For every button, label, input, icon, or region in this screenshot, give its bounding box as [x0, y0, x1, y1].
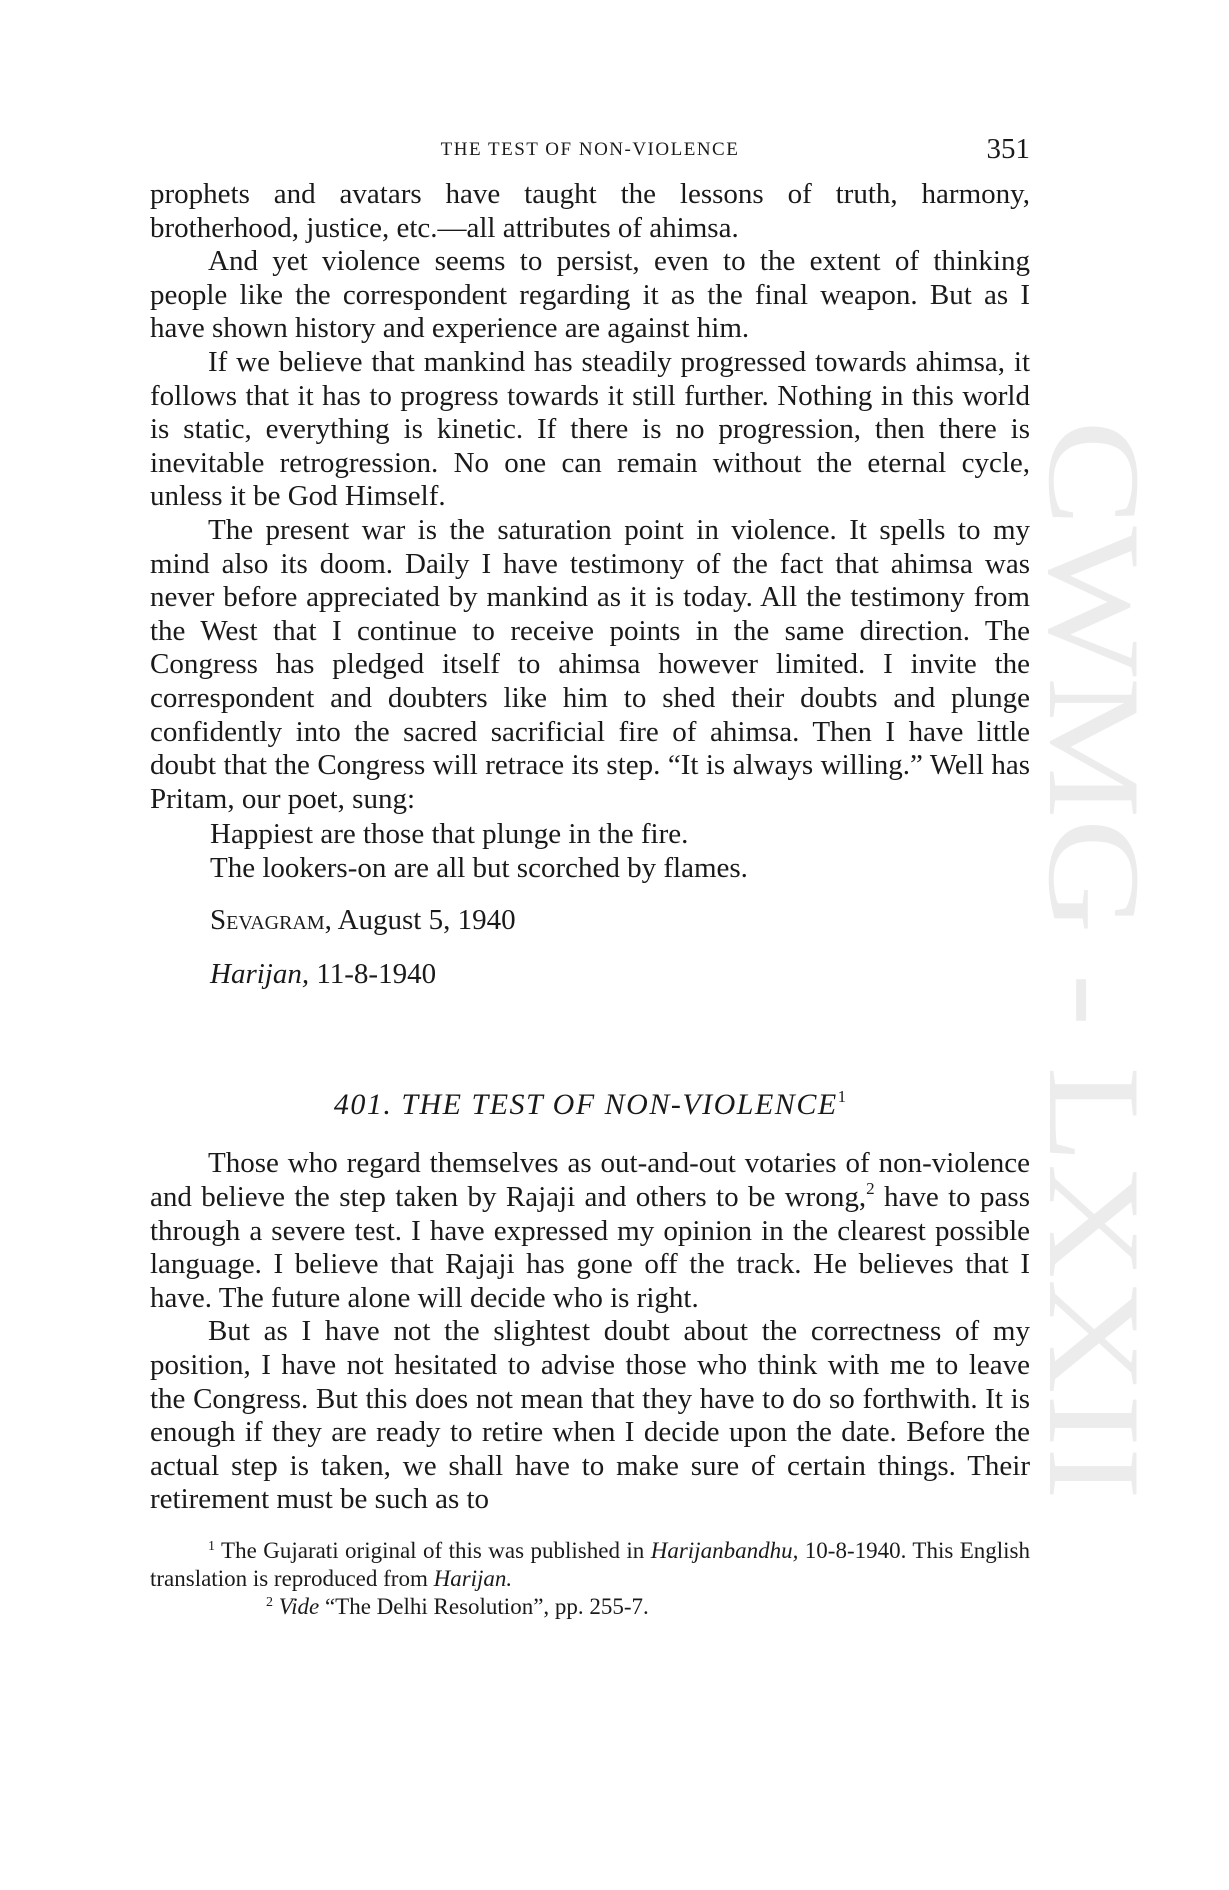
footnote-text: “The Delhi Resolution”, pp. 255-7.	[324, 1594, 649, 1619]
place-date	[210, 903, 1030, 937]
paragraph: If we believe that mankind has steadily progressed towards ahimsa, it follows that it has to progress towards it still further. Nothing in this world is static, everything is kinetic. If there is no progression, then there is inevitable retrogression. No one can remain without the eternal cycle, unless it be God Himself.	[150, 345, 1030, 513]
footnote-date: 10-8-1940.	[804, 1538, 907, 1563]
running-head	[150, 133, 1030, 167]
paragraph: But as I have not the slightest doubt about the correctness of my position, I have not hesitated to advise those who think with me to leave the Congress. But this does not mean that they have to do so forthwith. It is enough if they are ready to retire when I decide upon the date. Before the actual step is taken, we shall have to make sure of certain things. Their retirement must be such as to	[150, 1315, 1030, 1516]
footnote-mark: 1	[208, 1539, 215, 1554]
section-body	[150, 1147, 1030, 1517]
watermark	[1020, 420, 1168, 1520]
source-date: 11-8-1940	[316, 958, 437, 991]
section-number: 401.	[333, 1088, 393, 1122]
footnote-text: This English translation is reproduced from	[150, 1538, 1031, 1591]
footnote-2	[150, 1593, 1030, 1621]
footnote-mark: 2	[266, 1595, 273, 1610]
paragraph-continued: prophets and avatars have taught the lessons of truth, harmony, brotherhood, justice, etc.—all attributes of ahimsa.	[150, 178, 1030, 244]
paragraph: And yet violence seems to persist, even to the extent of thinking people like the correspondent regarding it as the final weapon. But as I have shown history and experience are against him.	[150, 245, 1030, 345]
source-title: Harijan,	[210, 958, 310, 991]
footnote-publication: Harijanbandhu,	[650, 1538, 799, 1563]
section-heading	[150, 1077, 1030, 1125]
footnote-1	[150, 1537, 1030, 1593]
date: August 5, 1940	[337, 904, 516, 937]
watermark-text: CWMG - LXXII	[1021, 420, 1168, 1315]
footnotes	[150, 1537, 1030, 1621]
section-title: THE TEST OF NON-VIOLENCE	[401, 1088, 838, 1122]
footnote-ref: 1	[837, 1087, 847, 1107]
place: Sevagram,	[210, 904, 332, 937]
watermark-graphic	[1020, 420, 1168, 1520]
source-citation	[210, 957, 1030, 991]
footnote-ref: 2	[866, 1179, 875, 1199]
footnote-text: The Gujarati original of this was published in	[221, 1538, 645, 1563]
running-title: THE TEST OF NON-VIOLENCE	[440, 139, 740, 160]
page-body	[150, 178, 1030, 1517]
verse-line: The lookers-on are all but scorched by flames.	[210, 851, 748, 884]
paragraph-text: have to pass through a severe test. I have expressed my opinion in the clearest possible language. I believe that Rajaji has gone off the track. He believes that I have. The future alone will decide who is right.	[150, 1181, 1030, 1314]
verse-quote	[210, 818, 1030, 885]
page-number: 351	[986, 133, 1030, 165]
paragraph: The present war is the saturation point in violence. It spells to my mind also its doom. Daily I have testimony of the fact that ahimsa was never before appreciated by mankind as it is today. All the testimony from the West that I continue to receive points in the same direction. The Congress has pledged itself to ahimsa however limited. I invite the correspondent and doubters like him to shed their doubts and plunge confidently into the sacred sacrificial fire of ahimsa. Then I have little doubt that the Congress will retrace its step. “It is always willing.” Well has Pritam, our poet, sung:	[150, 513, 1030, 815]
paragraph-text: Those who regard themselves as out-and-out votaries of non-violence and believe the step taken by Rajaji and others to be wrong,	[150, 1147, 1030, 1214]
footnote-vide: Vide	[278, 1594, 320, 1619]
paragraph	[150, 1147, 1030, 1315]
footnote-publication: Harijan.	[433, 1566, 513, 1591]
verse-line: Happiest are those that plunge in the fire.	[210, 818, 689, 851]
